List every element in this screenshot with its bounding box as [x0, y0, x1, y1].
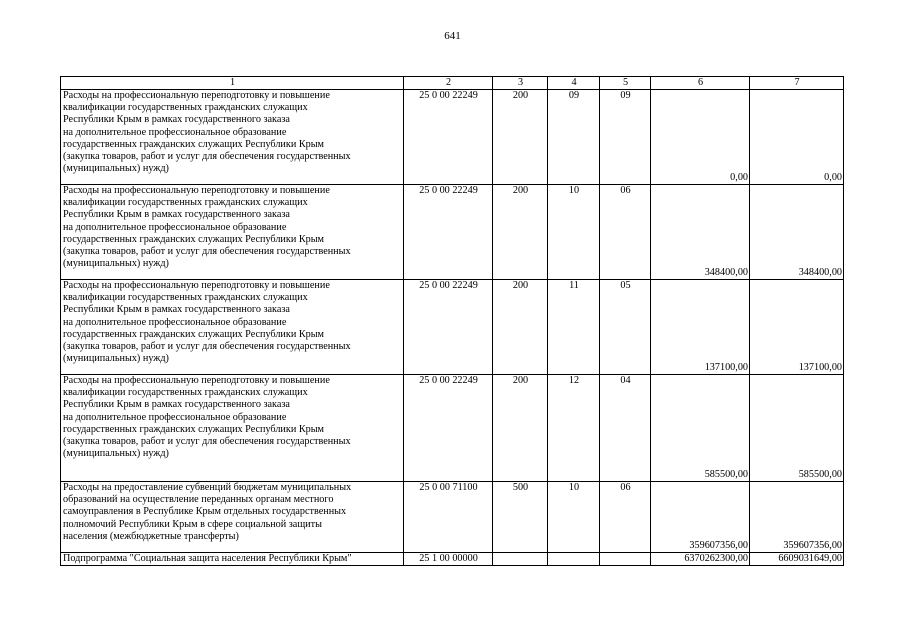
table-row — [61, 90, 844, 185]
description-cell — [61, 90, 404, 185]
subsection-cell: 05 — [600, 280, 651, 375]
description-cell — [61, 375, 404, 482]
table-row — [61, 280, 844, 375]
description-line: (муниципальных) нужд) — [63, 448, 169, 460]
subsection-cell — [600, 553, 651, 566]
target-code-cell: 25 0 00 22249 — [404, 90, 493, 185]
amount-cell: 6609031649,00 — [750, 553, 844, 566]
column-header: 1 — [61, 77, 404, 90]
description-line: Расходы на профессиональную переподготовку и повышение — [63, 185, 330, 196]
table-row — [61, 185, 844, 280]
expense-type-cell: 200 — [493, 90, 548, 185]
page-number: 641 — [444, 30, 461, 42]
expense-type-cell: 200 — [493, 375, 548, 482]
description-line: на дополнительное профессиональное образование — [63, 411, 287, 423]
target-code-cell: 25 0 00 71100 — [404, 482, 493, 553]
description-line: квалификации государственных гражданских служащих — [63, 292, 308, 304]
description-line: Республики Крым в рамках государственного заказа — [63, 209, 290, 221]
amount-cell: 137100,00 — [750, 280, 844, 375]
description-line: Подпрограмма "Социальная защита населения Республики Крым" — [63, 553, 352, 564]
column-header: 4 — [548, 77, 600, 90]
description-line: образований на осуществление переданных органам местного — [63, 494, 334, 506]
amount-cell: 359607356,00 — [750, 482, 844, 553]
table-row — [61, 375, 844, 482]
header-row — [61, 77, 844, 90]
expense-type-cell: 500 — [493, 482, 548, 553]
description-cell — [61, 280, 404, 375]
subsection-cell: 09 — [600, 90, 651, 185]
description-line: (закупка товаров, работ и услуг для обеспечения государственных — [63, 151, 351, 163]
description-line: государственных гражданских служащих Республики Крым — [63, 423, 324, 435]
description-line: (закупка товаров, работ и услуг для обеспечения государственных — [63, 436, 351, 448]
description-line: на дополнительное профессиональное образование — [63, 221, 287, 233]
expense-type-cell: 200 — [493, 185, 548, 280]
description-line: государственных гражданских служащих Республики Крым — [63, 138, 324, 150]
description-line: Республики Крым в рамках государственного заказа — [63, 114, 290, 126]
budget-table — [60, 76, 844, 566]
description-cell — [61, 482, 404, 553]
target-code-cell: 25 0 00 22249 — [404, 375, 493, 482]
amount-cell: 585500,00 — [750, 375, 844, 482]
section-cell: 12 — [548, 375, 600, 482]
description-line: Расходы на предоставление субвенций бюджетам муниципальных — [63, 482, 352, 493]
section-cell — [548, 553, 600, 566]
target-code-cell: 25 0 00 22249 — [404, 185, 493, 280]
description-line: Республики Крым в рамках государственного заказа — [63, 399, 290, 411]
description-line: (муниципальных) нужд) — [63, 163, 169, 175]
amount-cell: 359607356,00 — [651, 482, 750, 553]
table-row — [61, 553, 844, 566]
column-header: 2 — [404, 77, 493, 90]
amount-cell: 0,00 — [651, 90, 750, 185]
target-code-cell: 25 0 00 22249 — [404, 280, 493, 375]
amount-cell: 348400,00 — [750, 185, 844, 280]
description-line: государственных гражданских служащих Республики Крым — [63, 328, 324, 340]
description-line: на дополнительное профессиональное образование — [63, 126, 287, 138]
description-line: Расходы на профессиональную переподготовку и повышение — [63, 280, 330, 291]
column-header: 7 — [750, 77, 844, 90]
description-cell — [61, 553, 404, 566]
section-cell: 09 — [548, 90, 600, 185]
amount-cell: 137100,00 — [651, 280, 750, 375]
amount-cell: 0,00 — [750, 90, 844, 185]
target-code-cell: 25 1 00 00000 — [404, 553, 493, 566]
expense-type-cell — [493, 553, 548, 566]
section-cell: 10 — [548, 185, 600, 280]
description-line: (муниципальных) нужд) — [63, 353, 169, 365]
description-line: на дополнительное профессиональное образование — [63, 316, 287, 328]
description-line: (муниципальных) нужд) — [63, 258, 169, 270]
description-line: Расходы на профессиональную переподготовку и повышение — [63, 90, 330, 101]
amount-cell: 585500,00 — [651, 375, 750, 482]
expense-type-cell: 200 — [493, 280, 548, 375]
subsection-cell: 06 — [600, 185, 651, 280]
table-row — [61, 482, 844, 553]
description-line: квалификации государственных гражданских служащих — [63, 387, 308, 399]
subsection-cell: 06 — [600, 482, 651, 553]
table-header — [61, 77, 844, 90]
description-line: Республики Крым в рамках государственного заказа — [63, 304, 290, 316]
description-line: населения (межбюджетные трансферты) — [63, 530, 239, 542]
section-cell: 10 — [548, 482, 600, 553]
column-header: 6 — [651, 77, 750, 90]
description-cell — [61, 185, 404, 280]
amount-cell: 348400,00 — [651, 185, 750, 280]
section-cell: 11 — [548, 280, 600, 375]
description-line: самоуправления в Республике Крым отдельных государственных — [63, 506, 347, 518]
description-line: государственных гражданских служащих Республики Крым — [63, 233, 324, 245]
amount-cell: 6370262300,00 — [651, 553, 750, 566]
description-line: квалификации государственных гражданских служащих — [63, 197, 308, 209]
subsection-cell: 04 — [600, 375, 651, 482]
column-header: 3 — [493, 77, 548, 90]
description-line: квалификации государственных гражданских служащих — [63, 102, 308, 114]
description-line: (закупка товаров, работ и услуг для обеспечения государственных — [63, 246, 351, 258]
column-header: 5 — [600, 77, 651, 90]
description-line: Расходы на профессиональную переподготовку и повышение — [63, 375, 330, 386]
description-line: полномочий Республики Крым в сфере социальной защиты — [63, 518, 322, 530]
description-line: (закупка товаров, работ и услуг для обеспечения государственных — [63, 341, 351, 353]
